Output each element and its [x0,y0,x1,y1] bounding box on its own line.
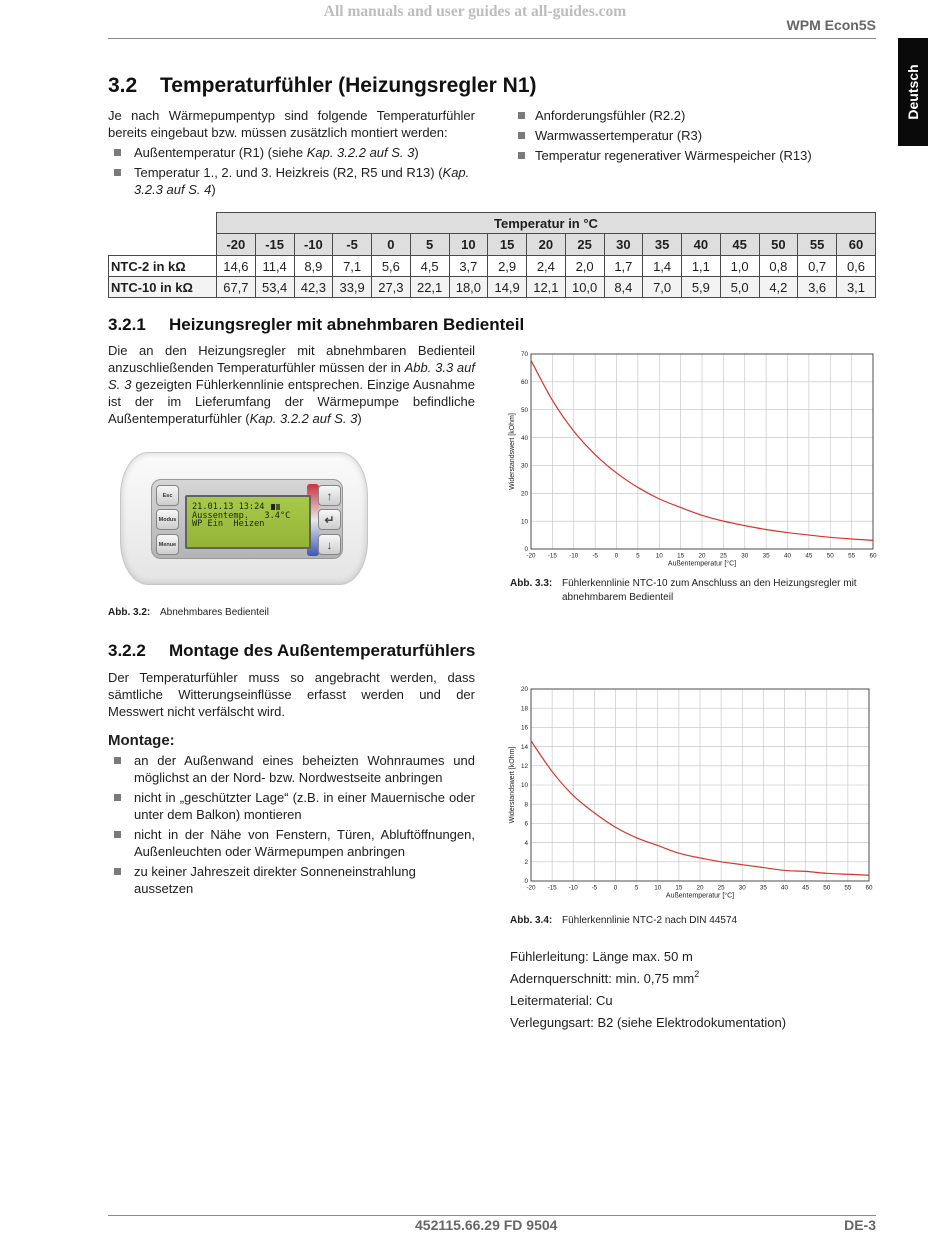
paragraph-text: Die an den Heizungsregler mit abnehmbaren Bedienteil anzuschließenden Temperaturfühler müssen der in [108,343,475,375]
x-tick-label: 45 [805,552,813,560]
temperature-header-cell: 50 [759,234,798,256]
resistance-value-cell: 3,1 [837,277,876,298]
x-tick-label: 35 [759,884,767,892]
page-number: DE-3 [844,1217,876,1233]
temperature-header-cell: 25 [565,234,604,256]
lcd-status-icon [271,504,275,510]
temperature-header-cell: -5 [333,234,372,256]
resistance-value-cell: 67,7 [217,277,256,298]
spec-installation: Verlegungsart: B2 (siehe Elektrodokumentation) [510,1015,787,1030]
bullet-square-icon [518,132,525,139]
x-tick-label: 10 [655,552,663,560]
section-title: Heizungsregler mit abnehmbaren Bedienteil [169,315,525,334]
x-tick-label: 20 [698,552,706,560]
resistance-value-cell: 1,0 [720,256,759,277]
enter-icon: ↵ [318,509,341,530]
y-tick-label: 14 [520,743,528,751]
x-tick-label: -5 [591,884,598,892]
x-axis-label: Außentemperatur [°C] [667,560,737,568]
resistance-value-cell: 5,9 [682,277,721,298]
resistance-value-cell: 10,0 [565,277,604,298]
figure-caption-3-4 [510,914,880,928]
superscript: 2 [694,969,700,979]
x-tick-label: 50 [823,884,831,892]
y-tick-label: 40 [520,434,528,442]
resistance-value-cell: 2,9 [488,256,527,277]
y-tick-label: 18 [520,705,528,713]
table-row [109,277,876,298]
bullet-square-icon [114,794,121,801]
bullet-square-icon [114,868,121,875]
arrow-up-icon: ↑ [318,485,341,506]
product-name: WPM Econ5S [786,17,876,33]
y-tick-label: 0 [524,878,528,886]
resistance-value-cell: 7,0 [643,277,682,298]
x-tick-label: 40 [783,552,792,560]
y-tick-label: 20 [520,490,528,498]
resistance-value-cell: 4,5 [410,256,449,277]
temperature-header-cell: 30 [604,234,643,256]
table-blank-cell [109,213,217,234]
caption-label: Abb. 3.3: [510,578,553,589]
y-tick-label: 10 [520,518,528,526]
resistance-value-cell: 42,3 [294,277,333,298]
section-heading-3-2-2 [108,641,475,661]
resistance-value-cell: 3,7 [449,256,488,277]
x-tick-label: -15 [547,884,557,892]
modus-button: Modus [156,509,179,530]
list-item [108,826,475,860]
bullet-square-icon [114,149,121,156]
resistance-value-cell: 5,0 [720,277,759,298]
list-item [512,107,882,124]
lcd-date-time: 21.01.13 13:24 [192,502,265,512]
y-tick-label: 4 [524,839,528,847]
resistance-value-cell: 33,9 [333,277,372,298]
ntc10-characteristic-chart [500,345,880,571]
resistance-value-cell: 22,1 [410,277,449,298]
x-tick-label: 15 [675,884,683,892]
intro-paragraph: Je nach Wärmepumpentyp sind folgende Temperaturfühler bereits eingebaut bzw. müssen zusätzlich montiert werden: [108,108,475,140]
spec-cable-length: Fühlerleitung: Länge max. 50 m [510,949,693,964]
table-row [109,256,876,277]
cross-reference: Kap. 3.2.2 auf S. 3 [306,145,415,160]
resistance-value-cell: 0,8 [759,256,798,277]
resistance-value-cell: 11,4 [255,256,294,277]
caption-text: Fühlerkennlinie NTC-2 nach DIN 44574 [562,915,738,926]
y-tick-label: 50 [520,406,528,414]
x-tick-label: 20 [696,884,704,892]
cable-specifications [510,946,786,1034]
x-tick-label: 0 [613,884,618,892]
y-tick-label: 2 [524,859,528,866]
x-tick-label: 30 [738,884,746,892]
section-heading-3-2-1 [108,315,524,335]
list-item [108,164,475,198]
temperature-header-cell: 10 [449,234,488,256]
list-item [108,863,475,897]
montage-list [108,749,475,897]
bullet-square-icon [114,831,121,838]
temperature-header-cell: 60 [837,234,876,256]
bullet-square-icon [518,152,525,159]
lcd-line: Aussentemp. 3.4°C [192,510,291,521]
bullet-text: nicht in „geschützter Lage“ (z.B. in einer Mauernische oder unter dem Balkon) montieren [134,790,475,822]
montage-heading: Montage: [108,732,175,749]
resistance-value-cell: 12,1 [527,277,566,298]
table-header-cell: Temperatur in °C [217,213,876,234]
list-item [108,144,475,161]
esc-button: Esc [156,485,179,506]
spec-material: Leitermaterial: Cu [510,993,613,1008]
intro-left-column [108,107,475,198]
footer-divider [108,1215,876,1216]
table-blank-cell [109,234,217,256]
y-tick-label: 20 [520,686,528,694]
list-item [512,147,882,164]
y-tick-label: 8 [524,801,528,809]
lcd-status-icon [276,504,280,510]
resistance-value-cell: 0,7 [798,256,837,277]
y-tick-label: 10 [520,782,528,790]
caption-label: Abb. 3.4: [510,915,553,926]
x-tick-label: -10 [569,552,579,560]
bullet-text: zu keiner Jahreszeit direkter Sonneneinstrahlung aussetzen [134,864,416,896]
temperature-header-cell: -20 [217,234,256,256]
x-tick-label: 25 [719,552,727,560]
bullet-square-icon [114,757,121,764]
lcd-line: WP Ein Heizen [192,519,265,530]
temperature-header-cell: -10 [294,234,333,256]
temperature-header-cell: -15 [255,234,294,256]
y-tick-label: 70 [520,351,528,359]
x-tick-label: 55 [844,884,852,892]
resistance-value-cell: 14,9 [488,277,527,298]
section-heading-3-2 [108,74,537,98]
x-tick-label: -10 [568,884,578,892]
control-panel-bezel [151,479,343,559]
resistance-value-cell: 8,9 [294,256,333,277]
y-tick-label: 30 [520,462,528,470]
x-tick-label: 5 [634,884,639,892]
y-axis-label: Widerstandswert [kOhm] [509,746,516,824]
cross-reference: Kap. 3.2.2 auf S. 3 [249,411,358,426]
section-3-2-2-paragraph: Der Temperaturfühler muss so angebracht werden, dass sämtliche Witterungseinflüsse erfasst werden und der Messwert nicht verfälscht wird. [108,670,475,719]
intro-right-column [512,107,882,164]
caption-text: Fühlerkennlinie NTC-10 zum Anschluss an den Heizungsregler mit abnehmbarem Bedienteil [562,578,857,603]
paragraph-text: gezeigten Fühlerkennlinie entsprechen. Einzige Ausnahme ist der im Lieferumfang der Wärmepumpe befindliche Außentemperaturfühler ( [108,377,475,426]
menue-button: Menue [156,534,179,555]
y-tick-label: 16 [520,724,528,732]
temperature-header-cell: 0 [372,234,411,256]
y-tick-label: 12 [520,763,528,770]
bullet-text: ) [211,182,216,197]
caption-text: Abnehmbares Bedienteil [160,607,269,618]
section-number: 3.2 [108,74,138,97]
spec-text: Adernquerschnitt: min. 0,75 mm [510,971,695,986]
language-tab [898,38,928,146]
bullet-square-icon [114,169,121,176]
resistance-value-cell: 1,1 [682,256,721,277]
sensor-resistance-table [108,212,876,298]
x-tick-label: 30 [741,552,749,560]
x-tick-label: 45 [802,884,810,892]
x-tick-label: 10 [654,884,662,892]
resistance-value-cell: 1,7 [604,256,643,277]
list-item [108,789,475,823]
x-tick-label: 40 [780,884,789,892]
figure-caption-3-3 [510,577,880,605]
bullet-text: Temperatur 1., 2. und 3. Heizkreis (R2, R5 und R13) ( [134,165,443,180]
bullet-text: Anforderungsfühler (R2.2) [535,108,686,123]
cross-reference: Abb. 3.3 auf S. 3 [108,360,475,392]
x-tick-label: -20 [526,552,536,560]
bullet-text: ) [414,145,419,160]
arrow-down-icon: ↓ [318,534,341,555]
resistance-value-cell: 3,6 [798,277,837,298]
y-tick-label: 0 [524,546,528,554]
temperature-header-cell: 5 [410,234,449,256]
bullet-text: Temperatur regenerativer Wärmespeicher (R13) [535,148,812,163]
lcd-display [185,495,311,549]
section-3-2-1-paragraph [108,342,475,427]
x-tick-label: 50 [826,552,834,560]
table-row [109,213,876,234]
resistance-value-cell: 1,4 [643,256,682,277]
resistance-value-cell: 2,4 [527,256,566,277]
x-tick-label: -20 [526,884,536,892]
control-panel-image [120,452,368,585]
y-axis-label: Widerstandswert [kOhm] [509,413,516,490]
watermark: All manuals and user guides at all-guides.com [323,3,627,20]
x-tick-label: 55 [848,552,856,560]
bullet-text: Außentemperatur (R1) (siehe [134,145,307,160]
row-label-cell: NTC-2 in kΩ [109,256,217,277]
x-tick-label: 5 [636,552,640,560]
bullet-text: Warmwassertemperatur (R3) [535,128,703,143]
temperature-header-cell: 15 [488,234,527,256]
resistance-value-cell: 8,4 [604,277,643,298]
y-tick-label: 6 [524,820,528,828]
temperature-header-cell: 45 [720,234,759,256]
resistance-value-cell: 18,0 [449,277,488,298]
x-tick-label: 35 [762,552,770,560]
temperature-header-cell: 40 [682,234,721,256]
bullet-text: an der Außenwand eines beheizten Wohnraumes und möglichst an der Nord- bzw. Nordwestseite anbringen [134,753,475,785]
resistance-value-cell: 0,6 [837,256,876,277]
resistance-value-cell: 27,3 [372,277,411,298]
row-label-cell: NTC-10 in kΩ [109,277,217,298]
section-number: 3.2.2 [108,641,146,660]
section-number: 3.2.1 [108,315,146,334]
cross-reference: Kap. 3.2.3 auf S. 4 [134,165,470,197]
temperature-header-cell: 35 [643,234,682,256]
temperature-header-cell: 55 [798,234,837,256]
resistance-value-cell: 7,1 [333,256,372,277]
paragraph-text: ) [357,411,362,426]
caption-label: Abb. 3.2: [108,607,151,618]
resistance-value-cell: 53,4 [255,277,294,298]
resistance-value-cell: 2,0 [565,256,604,277]
section-title: Temperaturfühler (Heizungsregler N1) [160,74,537,97]
language-tab-label: Deutsch [905,64,921,120]
y-tick-label: 60 [520,379,528,387]
x-tick-label: 15 [677,552,685,560]
list-item [108,752,475,786]
bullet-square-icon [518,112,525,119]
resistance-value-cell: 14,6 [217,256,256,277]
resistance-value-cell: 4,2 [759,277,798,298]
document-number: 452115.66.29 FD 9504 [415,1217,558,1233]
x-tick-label: 25 [717,884,725,892]
table-row [109,234,876,256]
x-tick-label: -15 [547,552,557,560]
figure-caption-3-2 [108,606,478,620]
section-title: Montage des Außentemperaturfühlers [169,641,476,660]
ntc2-characteristic-chart [500,680,880,904]
x-axis-label: Außentemperatur [°C] [665,892,735,900]
spec-cross-section [510,968,786,990]
x-tick-label: -5 [592,552,598,560]
bullet-text: nicht in der Nähe von Fenstern, Türen, Abluftöffnungen, Außenleuchten oder Wärmepumpen anbringen [134,827,475,859]
x-tick-label: 60 [869,552,877,560]
resistance-value-cell: 5,6 [372,256,411,277]
x-tick-label: 0 [614,552,619,560]
temperature-header-cell: 20 [527,234,566,256]
list-item [512,127,882,144]
header-divider [108,38,876,39]
x-tick-label: 60 [865,884,873,892]
